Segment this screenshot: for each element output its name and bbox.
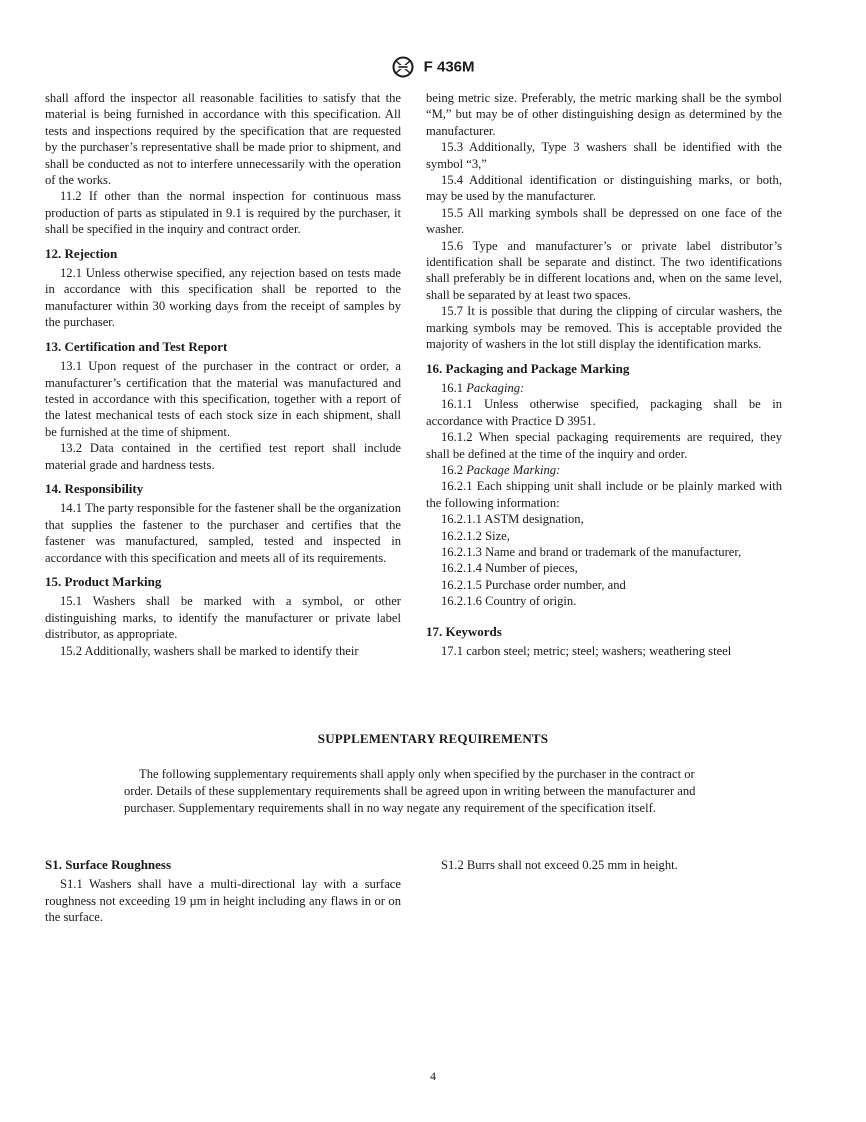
paragraph-15-5: 15.5 All marking symbols shall be depressed on one face of the washer. (426, 205, 782, 237)
section-heading-certification: 13. Certification and Test Report (45, 338, 228, 354)
list-item: 16.2.1.3 Name and brand or trademark of the manufacturer, (441, 544, 742, 559)
paragraph-16-2-number: 16.2 (441, 462, 464, 477)
paragraph-16-2 (426, 462, 782, 478)
paragraph-16-1-number: 16.1 (441, 380, 464, 395)
supplementary-s1-section (45, 857, 401, 926)
list-item: 16.2.1.5 Purchase order number, and (441, 577, 626, 592)
paragraph-16-1-1: 16.1.1 Unless otherwise specified, packaging shall be in accordance with Practice D 3951. (426, 397, 782, 428)
section-heading-packaging: 16. Packaging and Package Marking (426, 360, 630, 376)
paragraph-16-1 (426, 380, 782, 396)
document-designation: F 436M (423, 58, 475, 76)
paragraph-17-1: 17.1 carbon steel; metric; steel; washers; weathering steel (441, 644, 732, 658)
paragraph-13-2: 13.2 Data contained in the certified test report shall include material grade and hardness tests. (45, 441, 401, 472)
paragraph-15-6: 15.6 Type and manufacturer’s or private label distributor’s identification shall be separate and distinct. The two identifications shall preferably be in different locations and, when on the same level, shall be separated by at least two spaces. (426, 238, 782, 302)
section-heading-rejection: 12. Rejection (45, 245, 118, 261)
paragraph-15-3: 15.3 Additionally, Type 3 washers shall be identified with the symbol “3,” (426, 140, 782, 171)
section-heading-surface-roughness: S1. Surface Roughness (45, 857, 172, 872)
paragraph-15-1: 15.1 Washers shall be marked with a symbol, or other distinguishing marks, to identify the manufacturer or private label distributor, as appropriate. (45, 594, 401, 642)
paragraph-12-1: 12.1 Unless otherwise specified, any rejection based on tests made in accordance with this specification shall be reported to the manufacturer within 30 working days from the receipt of samples by the purchaser. (45, 266, 401, 330)
paragraph-15-2: 15.2 Additionally, washers shall be marked to identify their (60, 643, 359, 658)
list-item: 16.2.1.4 Number of pieces, (441, 561, 578, 576)
supplementary-intro-text: The following supplementary requirements shall apply only when specified by the purchaser in the contract or order. Details of these supplementary requirements shall be agreed upon in writing between the manufacturer and purchaser. Supplementary requirements shall in no way negate any requirement of the specification itself. (124, 767, 696, 815)
right-column (426, 90, 782, 659)
paragraph-15-4: 15.4 Additional identification or distinguishing marks, or both, may be used by the manufacturer. (426, 173, 782, 204)
paragraph-16-1-title: Packaging: (466, 380, 525, 395)
page-number: 4 (430, 1069, 436, 1083)
paragraph-11-2: 11.2 If other than the normal inspection for continuous mass production of parts as stipulated in 9.1 is required by the purchaser, it shall be specified in the inquiry and contract order. (45, 189, 401, 237)
supplementary-title: SUPPLEMENTARY REQUIREMENTS (317, 731, 549, 746)
list-item: 16.2.1.1 ASTM designation, (441, 512, 584, 527)
paragraph-13-1: 13.1 Upon request of the purchaser in the contract or order, a manufacturer’s certification that the material was manufactured and tested in accordance with this specification, together with a report of the latest mechanical tests of each stock size in each shipment, shall be furnished at the time of shipment. (45, 359, 401, 439)
paragraph-16-1-2: 16.1.2 When special packaging requirements are required, they shall be defined at the time of the inquiry and order. (426, 430, 782, 461)
list-item: 16.2.1.2 Size, (441, 528, 510, 543)
left-column (45, 90, 401, 659)
paragraph-15-2-continued: being metric size. Preferably, the metric marking shall be the symbol “M,” but may be of other distinguishing design as determined by the manufacturer. (426, 91, 782, 138)
section-heading-product-marking: 15. Product Marking (45, 573, 162, 589)
paragraph-11-1-continued: shall afford the inspector all reasonable facilities to satisfy that the material is being furnished in accordance with this specification. All tests and inspections required by the specification that are requested by the purchaser’s representative shall be made prior to shipment, and shall be conducted as not to interfere unnecessarily with the operation of the works. (45, 91, 401, 188)
paragraph-s1-1: S1.1 Washers shall have a multi-directional lay with a surface roughness not exceeding 19 µm in height including any flaws in or on the surface. (45, 877, 401, 925)
paragraph-16-2-title: Package Marking: (466, 462, 561, 477)
supplementary-intro (124, 766, 702, 817)
supplementary-s1-2: S1.2 Burrs shall not exceed 0.25 mm in height. (441, 858, 678, 872)
paragraph-14-1: 14.1 The party responsible for the fastener shall be the organization that supplies the fastener to the purchaser and certifies that the fastener was manufactured, sampled, tested and inspected in accordance with this specification and meets all of its requirements. (45, 501, 401, 565)
list-item: 16.2.1.6 Country of origin. (441, 594, 577, 609)
section-heading-keywords: 17. Keywords (426, 623, 502, 639)
paragraph-15-7: 15.7 It is possible that during the clipping of circular washers, the marking symbols may be removed. This is acceptable provided the majority of washers in the lot still display the identification marks. (426, 304, 782, 352)
section-heading-responsibility: 14. Responsibility (45, 480, 144, 496)
page-header (0, 56, 866, 78)
astm-logo-icon (391, 56, 415, 78)
paragraph-16-2-1: 16.2.1 Each shipping unit shall include or be plainly marked with the following information: (426, 479, 782, 510)
